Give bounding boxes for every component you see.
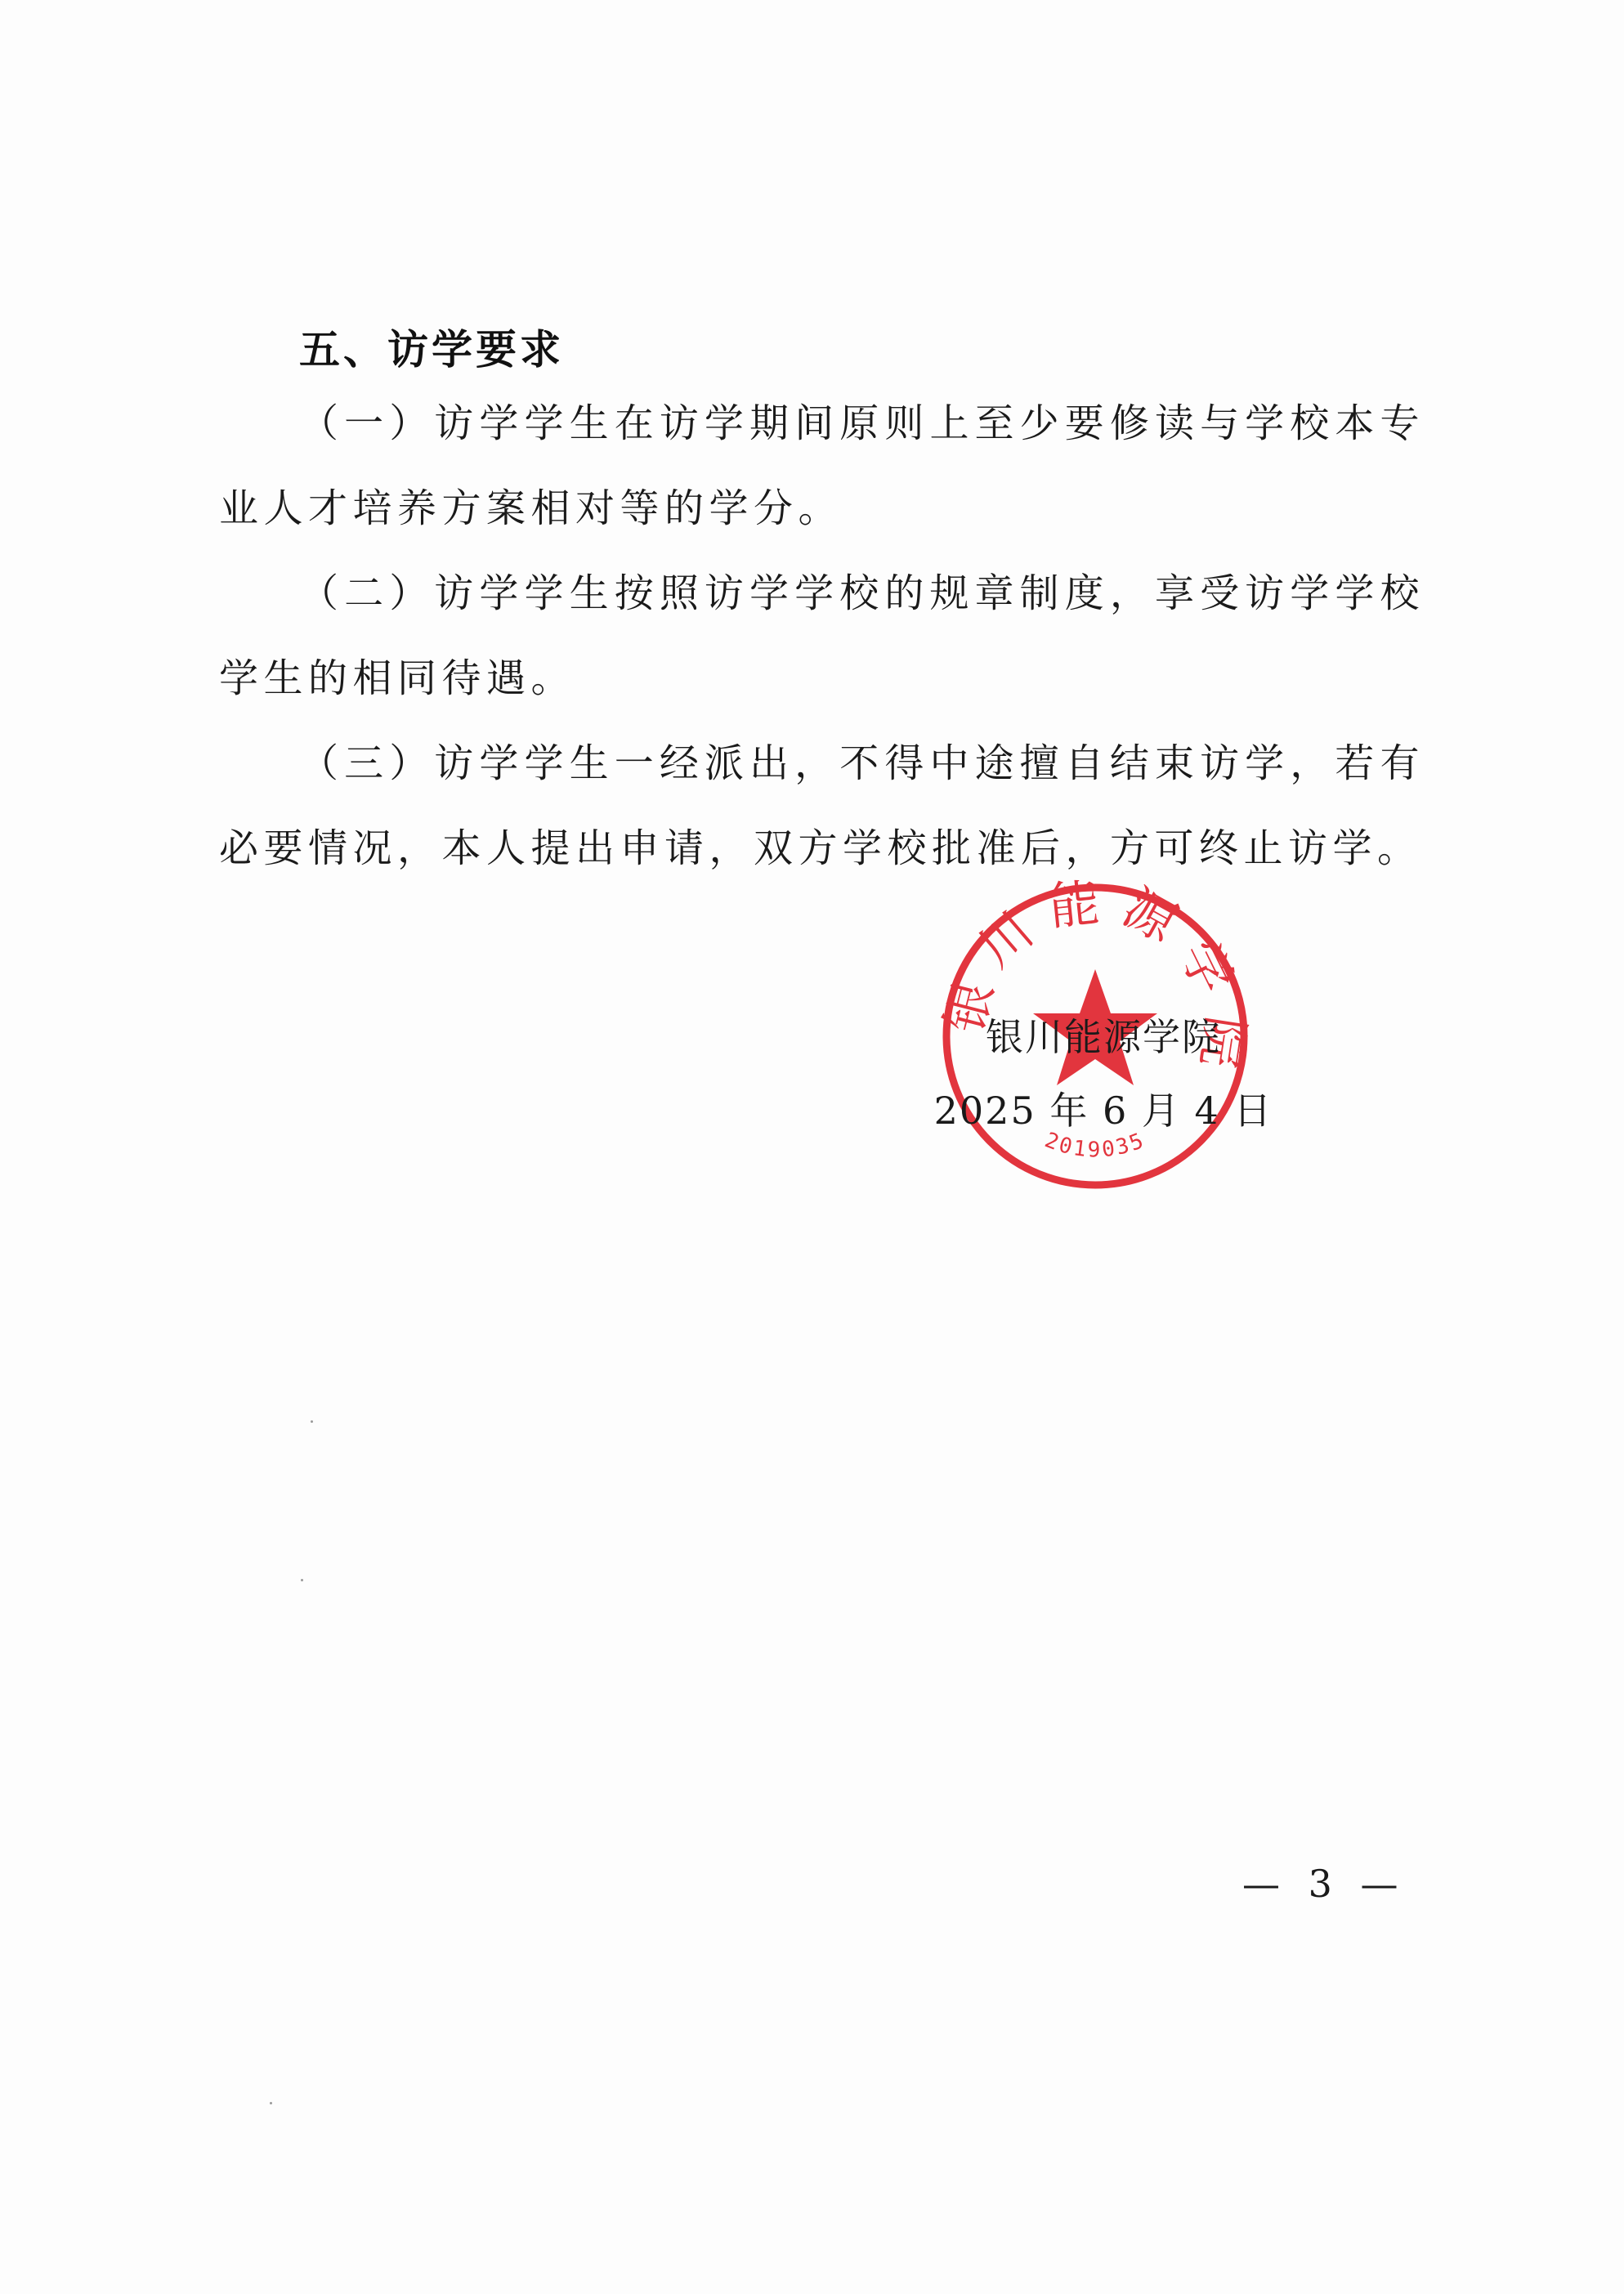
scan-speck: [311, 1420, 313, 1423]
signature-date: 2025 年 6 月 4 日: [933, 1089, 1273, 1133]
seal-code: 2019035: [1041, 1128, 1149, 1163]
page-number: — 3 —: [1242, 1862, 1407, 1906]
signature-block: [932, 1000, 1275, 1147]
seal-arc-text-path: 银川能源学院: [933, 873, 1256, 1089]
paragraph-3: （三）访学学生一经派出，不得中途擅自结束访学，若有必要情况，本人提出申请，双方学校批准后，方可终止访学。: [219, 740, 1425, 871]
section-heading: 五、访学要求: [299, 326, 564, 373]
signature-organization: 银川能源学院: [986, 1015, 1221, 1059]
scan-speck: [301, 1579, 303, 1581]
paragraph-1: （一）访学学生在访学期间原则上至少要修读与学校本专业人才培养方案相对等的学分。: [219, 400, 1425, 531]
scan-speck: [270, 2102, 272, 2104]
paragraph-2: （二）访学学生按照访学学校的规章制度，享受访学学校学生的相同待遇。: [219, 570, 1425, 701]
